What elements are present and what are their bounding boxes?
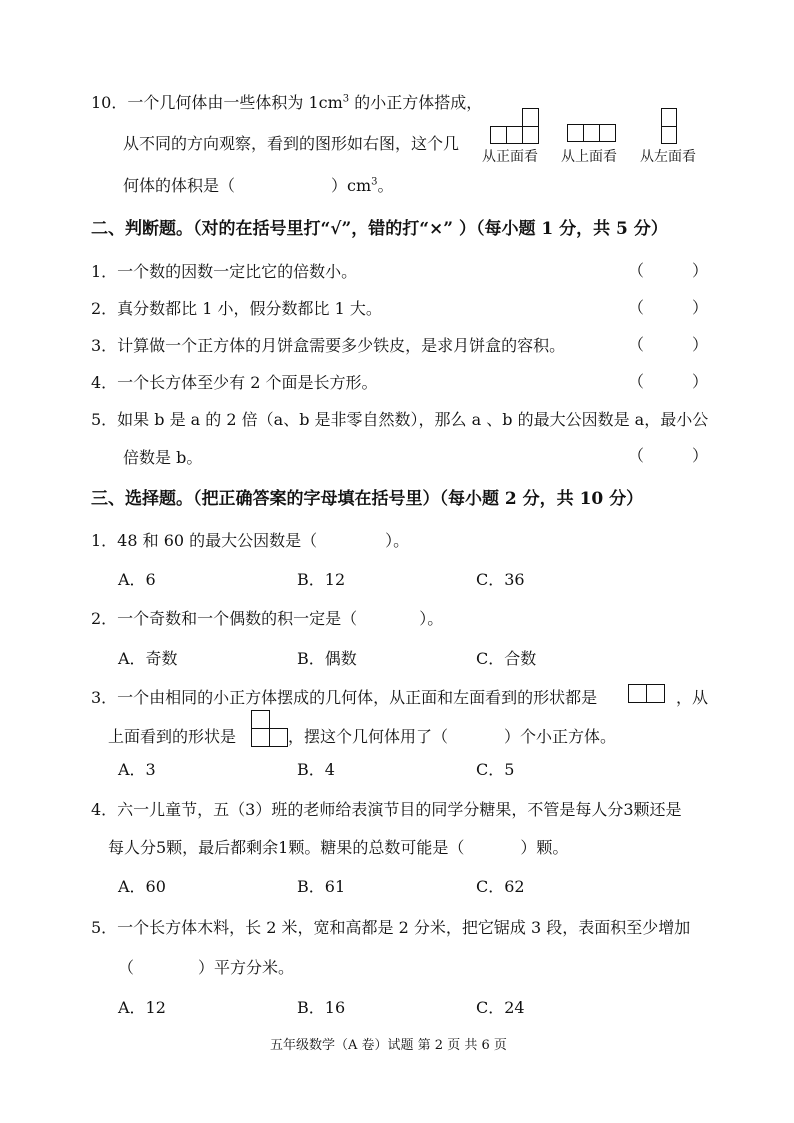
choice-q3-c: C．5 [476, 760, 515, 779]
q10-text: ）cm [331, 176, 372, 195]
choice-q2-a: A．奇数 [118, 649, 178, 668]
judge-item-1: 1．一个数的因数一定比它的倍数小。 [91, 262, 358, 281]
choice-q2-b: B．偶数 [297, 649, 357, 668]
choice-q5-line2: （ ）平方分米。 [118, 958, 295, 977]
section-3-title: 三、选择题。（把正确答案的字母填在括号里）（每小题 2 分，共 10 分） [91, 489, 644, 509]
left-view-caption: 从左面看 [640, 149, 696, 165]
q10-text: 10．一个几何体由一些体积为 1cm [91, 93, 343, 112]
choice-q1-c: C．36 [476, 570, 525, 589]
choice-q3-line2-start: 上面看到的形状是 [108, 727, 237, 746]
left-view-figure [661, 108, 677, 144]
superscript: 3 [342, 93, 350, 105]
judge-item-5: 5．如果 b 是 a 的 2 倍（a、b 是非零自然数），那么 a 、b 的最大公因数是 a，最小公 [91, 410, 709, 429]
choice-q1-b: B．12 [297, 570, 346, 589]
choice-q3-a: A．3 [118, 760, 156, 779]
top-view-figure [567, 124, 615, 142]
choice-q4-b: B．61 [297, 877, 346, 896]
q10-text: 何体的体积是（ [123, 176, 236, 195]
choice-q3-line1: 3．一个由相同的小正方体摆成的几何体，从正面和左面看到的形状都是 [91, 688, 598, 707]
choice-q4-line1: 4．六一儿童节，五（3）班的老师给表演节目的同学分糖果，不管是每人分3颗还是 [91, 800, 682, 819]
judge-item-5-cont: 倍数是 b。 [123, 448, 203, 467]
choice-q2-stem: 2．一个奇数和一个偶数的积一定是（ ）。 [91, 609, 444, 628]
judge-item-2: 2．真分数都比 1 小，假分数都比 1 大。 [91, 299, 382, 318]
q10-text: 。 [377, 176, 394, 195]
top-view-caption: 从上面看 [561, 149, 617, 165]
front-view-caption: 从正面看 [482, 149, 538, 165]
judge-item-3: 3．计算做一个正方体的月饼盒需要多少铁皮，是求月饼盒的容积。 [91, 336, 566, 355]
choice-q1-stem: 1．48 和 60 的最大公因数是（ ）。 [91, 531, 410, 550]
q10-line1 [91, 90, 482, 113]
answer-paren-2: （ ） [628, 298, 708, 317]
answer-paren-1: （ ） [628, 261, 708, 280]
front-view-figure [490, 108, 538, 144]
choice-q4-line2: 每人分5颗，最后都剩余1颗。糖果的总数可能是（ ）颗。 [108, 838, 569, 857]
choice-q5-c: C．24 [476, 998, 525, 1017]
choice-q4-c: C．62 [476, 877, 525, 896]
q10-line3 [123, 173, 394, 196]
choice-q3-b: B．4 [297, 760, 335, 779]
choice-q3-line2-end: ，摆这个几何体用了（ ）个小正方体。 [288, 727, 617, 746]
judge-item-4: 4．一个长方体至少有 2 个面是长方形。 [91, 373, 378, 392]
choice-q5-a: A．12 [118, 998, 166, 1017]
superscript: 3 [371, 176, 378, 188]
q10-line2: 从不同的方向观察，看到的图形如右图，这个几 [123, 134, 460, 153]
choice-q5-b: B．16 [297, 998, 346, 1017]
choice-q5-line1: 5．一个长方体木料，长 2 米，宽和高都是 2 分米，把它锯成 3 段，表面积至少增加 [91, 918, 691, 937]
choice-q3-line1-end: ，从 [676, 688, 709, 707]
choice-q1-a: A．6 [118, 570, 156, 589]
answer-paren-3: （ ） [628, 335, 708, 354]
page-footer: 五年级数学（A 卷）试题 第 2 页 共 6 页 [270, 1038, 507, 1053]
section-2-title: 二、判断题。（对的在括号里打“√”，错的打“×” ）（每小题 1 分，共 5 分） [91, 219, 668, 239]
l-shape-figure [251, 710, 287, 746]
two-squares-figure [628, 684, 664, 703]
choice-q4-a: A．60 [118, 877, 166, 896]
choice-q2-c: C．合数 [476, 649, 537, 668]
q10-text: 的小正方体搭成， [349, 93, 483, 112]
answer-paren-4: （ ） [628, 372, 708, 391]
answer-paren-5: （ ） [628, 446, 708, 465]
